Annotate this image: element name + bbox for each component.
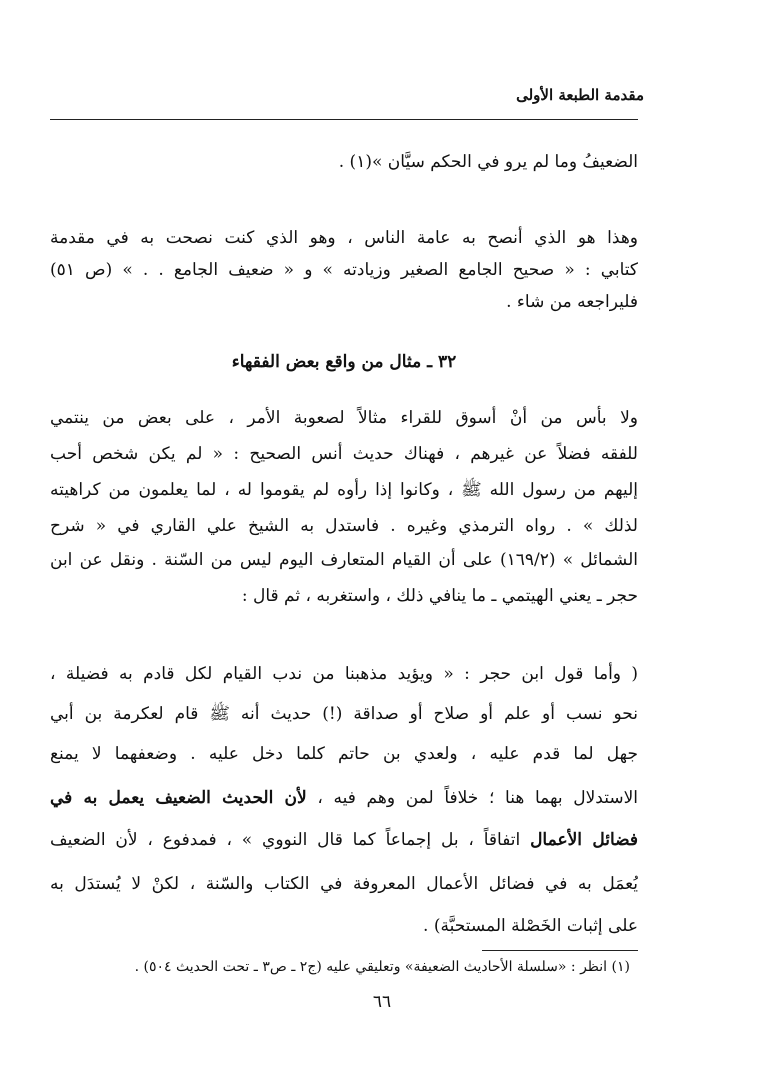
bold-text-segment: فضائل الأعمال: [530, 830, 638, 850]
text-line: لذلك » . رواه الترمذي وغيره . فاستدل به الشيخ علي القاري في « شرح: [50, 516, 638, 536]
text-line: الشمائل » (١٦٩/٢) على أن القيام المتعارف اليوم ليس من السّنة . ونقل عن ابن: [50, 550, 638, 570]
text-line: يُعمَل به في فضائل الأعمال المعروفة في الكتاب والسّنة ، لكنْ لا يُستدَل به: [50, 874, 638, 894]
footnote: (١) انظر : «سلسلة الأحاديث الضعيفة» وتعليقي عليه (ج٢ ـ ص٣ ـ تحت الحديث ٥٠٤) .: [134, 959, 630, 975]
footnote-divider: [482, 950, 638, 951]
text-line: [50, 784, 638, 812]
text-line: على إثبات الخَصْلة المستحبَّة) .: [423, 916, 638, 936]
text-line: [50, 826, 638, 854]
text-segment: الاستدلال بهما هنا ؛ خلافاً لمن وهم فيه ،: [306, 788, 638, 808]
text-line: كتابي : « صحيح الجامع الصغير وزيادته » و « ضعيف الجامع . . » (ص ٥١): [50, 260, 638, 280]
text-line: جهل لما قدم عليه ، ولعدي بن حاتم كلما دخل عليه . وضعفهما لا يمنع: [50, 744, 638, 764]
page-number: ٦٦: [372, 992, 392, 1012]
text-line: إليهم من رسول الله ﷺ ، وكانوا إذا رأوه لم يقوموا له ، لما يعلمون من كراهيته: [50, 480, 638, 500]
page-header-title: مقدمة الطبعة الأولى: [516, 86, 644, 104]
bold-text-segment: لأن الحديث الضعيف يعمل به في: [50, 788, 307, 808]
text-line: ولا بأس من أنْ أسوق للقراء مثالاً لصعوبة الأمر ، على بعض من ينتمي: [50, 408, 638, 428]
text-line: الضعيفُ وما لم يرو في الحكم سيَّان »(١) .: [338, 152, 638, 172]
text-line: حجر ـ يعني الهيتمي ـ ما ينافي ذلك ، واستغربه ، ثم قال :: [241, 586, 638, 606]
header-divider: [50, 119, 638, 120]
text-line: وهذا هو الذي أنصح به عامة الناس ، وهو الذي كنت نصحت به في مقدمة: [50, 228, 638, 248]
text-line: فليراجعه من شاء .: [506, 292, 638, 312]
text-line: للفقه فضلاً عن غيرهم ، فهناك حديث أنس الصحيح : « لم يكن شخص أحب: [50, 444, 638, 464]
section-heading: ٣٢ ـ مثال من واقع بعض الفقهاء: [231, 352, 457, 372]
text-line: ( وأما قول ابن حجر : « ويؤيد مذهبنا من ندب القيام لكل قادم به فضيلة ،: [50, 664, 638, 684]
text-segment: اتفاقاً ، بل إجماعاً كما قال النووي » ، فمدفوع ، لأن الضعيف: [50, 830, 531, 850]
text-line: نحو نسب أو علم أو صلاح أو صداقة (!) حديث أنه ﷺ قام لعكرمة بن أبي: [50, 704, 638, 724]
